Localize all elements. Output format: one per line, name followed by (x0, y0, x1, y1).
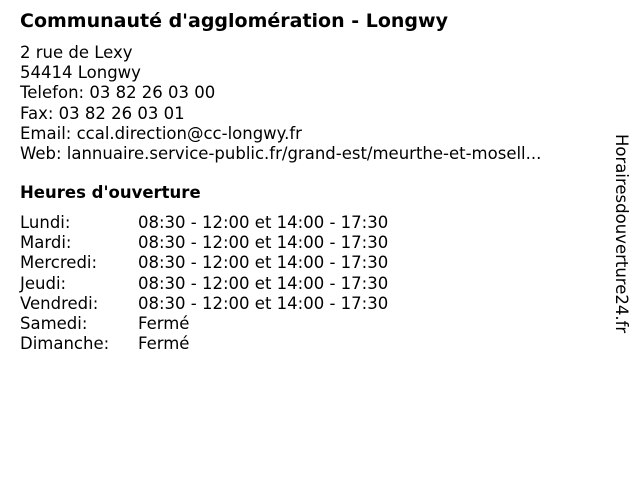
day-label: Dimanche: (20, 334, 110, 354)
day-label: Vendredi: (20, 293, 99, 313)
day-hours: 08:30 - 12:00 et 14:00 - 17:30 (138, 233, 389, 253)
day-label: Mercredi: (20, 253, 98, 273)
page-title: Communauté d'agglomération - Longwy (20, 10, 448, 32)
day-hours: 08:30 - 12:00 et 14:00 - 17:30 (138, 213, 389, 232)
site-watermark: Horairesdouverture24.fr (612, 134, 631, 334)
day-hours: 08:30 - 12:00 et 14:00 - 17:30 (138, 253, 389, 273)
day-hours: Fermé (138, 313, 190, 333)
phone-number: Telefon: 03 82 26 03 00 (20, 83, 216, 103)
email-address: Email: ccal.direction@cc-longwy.fr (20, 123, 302, 143)
fax-number: Fax: 03 82 26 03 01 (20, 103, 185, 123)
day-label: Samedi: (20, 313, 88, 333)
day-hours: Fermé (138, 334, 190, 354)
contact-block (20, 43, 541, 164)
day-label: Mardi: (20, 233, 72, 253)
day-hours: 08:30 - 12:00 et 14:00 - 17:30 (138, 293, 389, 313)
day-label: Lundi: (20, 213, 71, 232)
day-label: Jeudi: (20, 273, 67, 293)
day-hours: 08:30 - 12:00 et 14:00 - 17:30 (138, 273, 389, 293)
hours-heading: Heures d'ouverture (20, 183, 201, 202)
address-city: 54414 Longwy (20, 63, 141, 83)
website-link: Web: lannuaire.service-public.fr/grand-est/meurthe-et-mosell... (20, 144, 542, 164)
address-street: 2 rue de Lexy (20, 43, 133, 62)
